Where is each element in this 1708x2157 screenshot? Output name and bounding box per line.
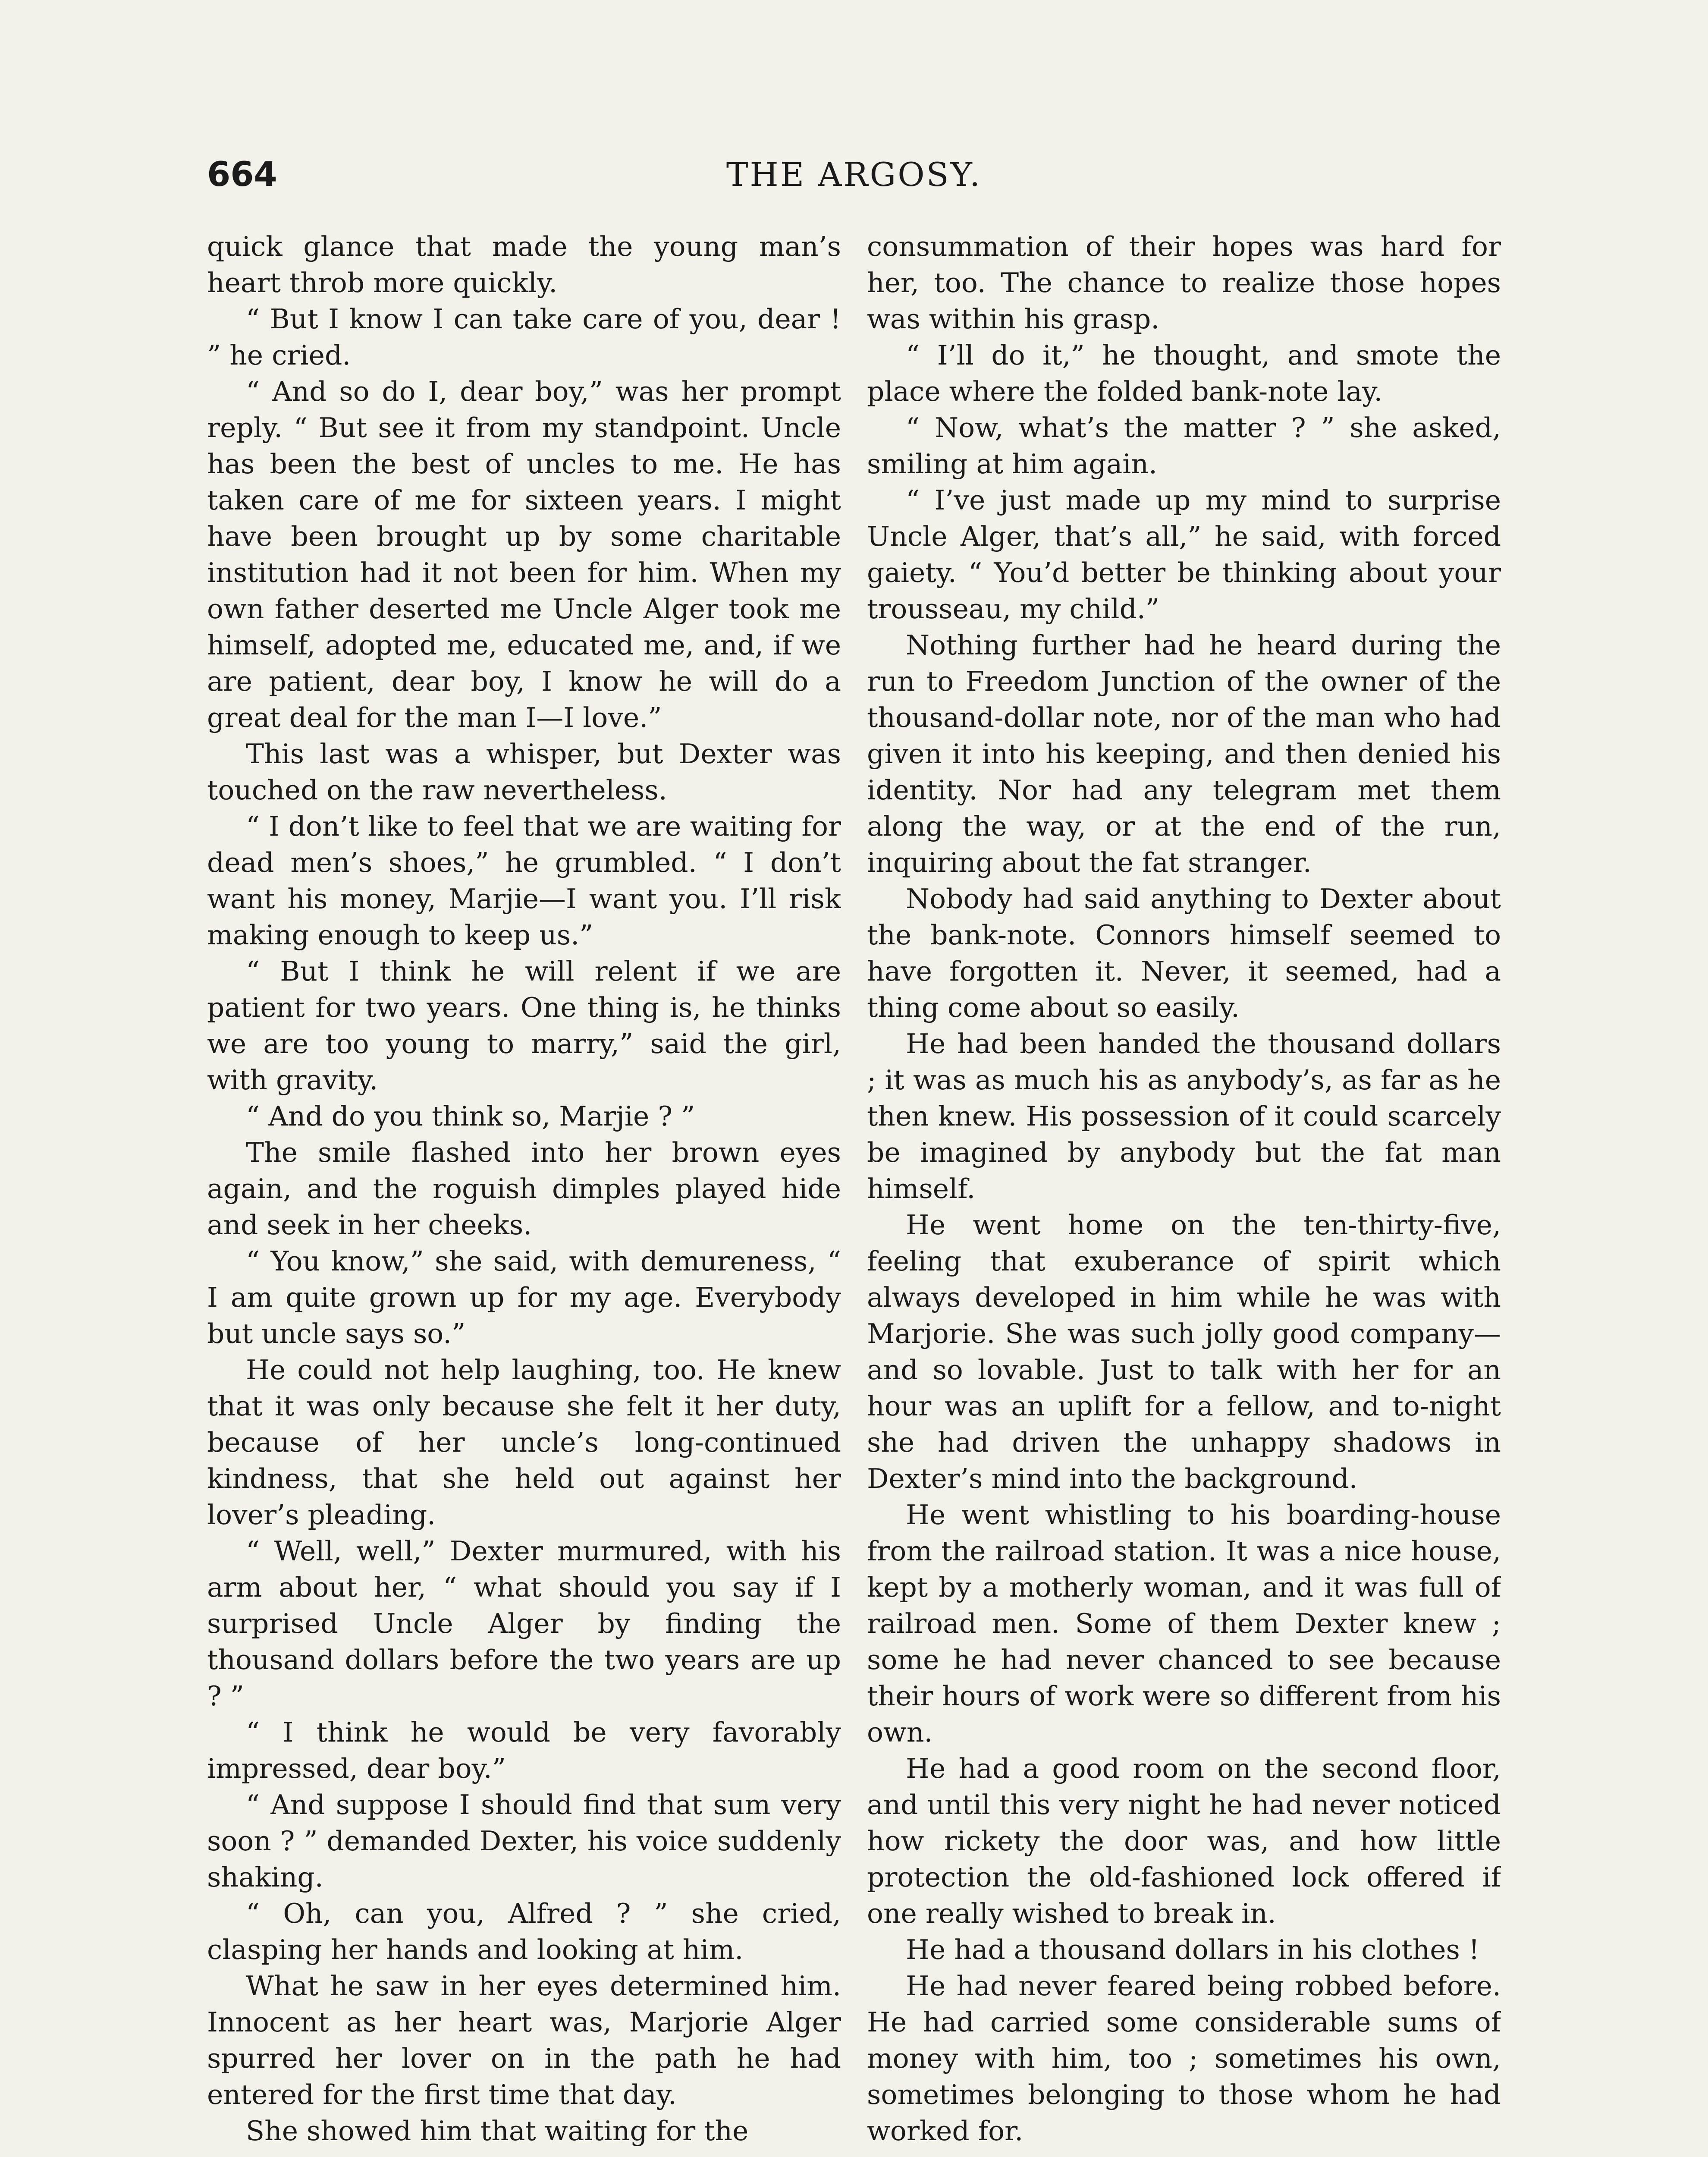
paragraph: Nothing further had he heard during the run to Freedom Junction of the owner of the thousand-dollar note, nor of the man who had given it into his keeping, and then denied his identity. Nor had any telegram met them along the way, or at the end of the run, inquiring about the fat stranger. xyxy=(867,629,1501,878)
paragraph: “ Now, what’s the matter ? ” she asked, smiling at him again. xyxy=(867,412,1501,480)
paragraph: “ I think he would be very favorably impressed, dear boy.” xyxy=(207,1717,841,1784)
paragraph: He had never feared being robbed before. He had carried some considerable sums of money with him, too ; sometimes his own, sometimes belonging to those whom he had worked for. xyxy=(867,1970,1501,2147)
paragraph: “ And so do I, dear boy,” was her prompt reply. “ But see it from my standpoint. Uncle has been the best of uncles to me. He has taken care of me for sixteen years. I might have been brought up by some charitable institution had it not been for him. When my own father deserted me Uncle Alger took me himself, adopted me, educated me, and, if we are patient, dear boy, I know he will do a great deal for the man I—I love.” xyxy=(207,376,841,733)
paragraph: The smile flashed into her brown eyes again, and the roguish dimples played hide and seek in her cheeks. xyxy=(207,1137,841,1241)
paragraph: “ But I think he will relent if we are patient for two years. One thing is, he thinks we are too young to marry,” said the girl, with gravity. xyxy=(207,956,841,1096)
paragraph: consummation of their hopes was hard for her, too. The chance to realize those hopes was within his grasp. xyxy=(867,231,1501,335)
paragraph: “ But I know I can take care of you, dear ! ” he cried. xyxy=(207,303,841,371)
paragraph: He went home on the ten-thirty-five, feeling that exuberance of spirit which always developed in him while he was with Marjorie. She was such jolly good company—and so lovable. Just to talk with her for an hour was an uplift for a fellow, and to-night she had driven the unhappy shadows in Dexter’s mind into the background. xyxy=(867,1209,1501,1494)
paragraph: What he saw in her eyes determined him. Innocent as her heart was, Marjorie Alger spurred her lover on in the path he had entered for the first time that day. xyxy=(207,1970,841,2110)
page-number: 664 xyxy=(207,155,277,194)
paragraph: “ And suppose I should find that sum very soon ? ” demanded Dexter, his voice suddenly shaking. xyxy=(207,1789,841,1893)
paragraph: This last was a whisper, but Dexter was touched on the raw nevertheless. xyxy=(207,738,841,806)
running-head: THE ARGOSY. xyxy=(726,155,982,194)
right-column xyxy=(867,229,1501,2157)
paragraph: quick glance that made the young man’s heart throb more quickly. xyxy=(207,231,841,299)
paragraph: “ Well, well,” Dexter murmured, with his arm about her, “ what should you say if I surprised Uncle Alger by finding the thousand dollars before the two years are up ? ” xyxy=(207,1535,841,1712)
paragraph: He had a thousand dollars in his clothes ! xyxy=(906,1934,1480,1965)
page-header xyxy=(207,155,1501,207)
paragraph: She showed him that waiting for the xyxy=(246,2115,749,2147)
paragraph: “ You know,” she said, with demureness, “ I am quite grown up for my age. Everybody but uncle says so.” xyxy=(207,1245,841,1349)
paragraph: He went whistling to his boarding-house from the railroad station. It was a nice house, kept by a motherly woman, and it was full of railroad men. Some of them Dexter knew ; some he had never chanced to see because their hours of work were so different from his own. xyxy=(867,1499,1501,1748)
left-column xyxy=(207,229,841,2157)
paragraph: “ I’ll do it,” he thought, and smote the place where the folded bank-note lay. xyxy=(867,340,1501,407)
paragraph: “ And do you think so, Marjie ? ” xyxy=(246,1101,695,1132)
paragraph: He could not help laughing, too. He knew that it was only because she felt it her duty, because of her uncle’s long-continued kindness, that she held out against her lover’s pleading. xyxy=(207,1354,841,1531)
paragraph: “ I don’t like to feel that we are waiting for dead men’s shoes,” he grumbled. “ I don’t want his money, Marjie—I want you. I’ll risk making enough to keep us.” xyxy=(207,811,841,951)
paragraph: He had been handed the thousand dollars ; it was as much his as anybody’s, as far as he then knew. His possession of it could scarcely be imagined by anybody but the fat man himself. xyxy=(867,1028,1501,1204)
paragraph: He had a good room on the second floor, and until this very night he had never noticed how rickety the door was, and how little protection the old-fashioned lock offered if one really wished to break in. xyxy=(867,1753,1501,1929)
paragraph: Nobody had said anything to Dexter about the bank-note. Connors himself seemed to have forgotten it. Never, it seemed, had a thing come about so easily. xyxy=(867,883,1501,1023)
paragraph: “ Oh, can you, Alfred ? ” she cried, clasping her hands and looking at him. xyxy=(207,1898,841,1965)
paragraph: “ I’ve just made up my mind to surprise Uncle Alger, that’s all,” he said, with forced gaiety. “ You’d better be thinking about your trousseau, my child.” xyxy=(867,484,1501,625)
